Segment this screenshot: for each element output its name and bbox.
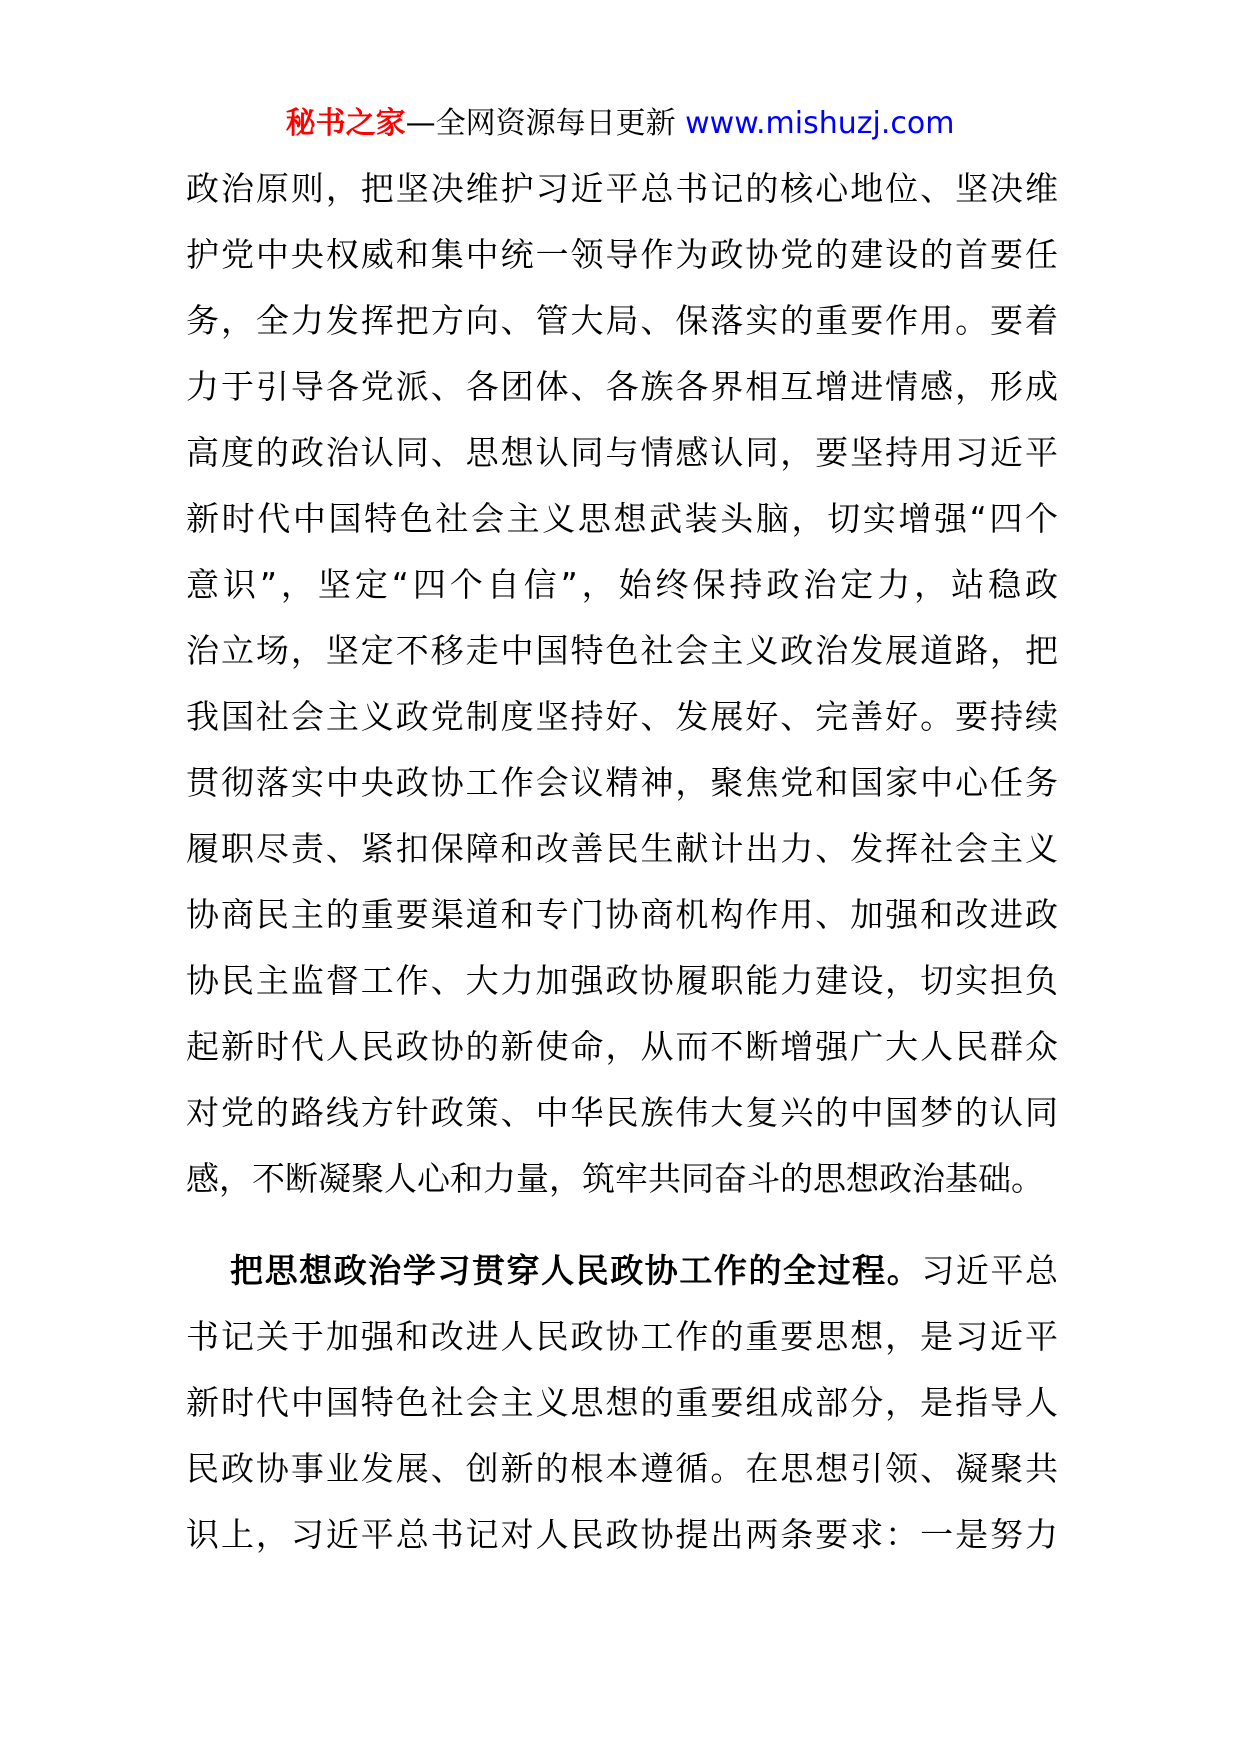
text-line: 新时代中国特色社会主义思想武装头脑，切实增强“四个 bbox=[186, 499, 1058, 538]
paragraph-spacer bbox=[186, 1212, 1058, 1238]
paragraph-lead-line bbox=[186, 1238, 1058, 1304]
header-tagline: —全网资源每日更新 bbox=[405, 106, 686, 141]
text-line: 民政协事业发展、创新的根本遵循。在思想引领、凝聚共 bbox=[186, 1449, 1058, 1488]
text-line: 政治原则，把坚决维护习近平总书记的核心地位、坚决维 bbox=[186, 169, 1058, 208]
text-line: 协商民主的重要渠道和专门协商机构作用、加强和改进政 bbox=[186, 895, 1058, 934]
paragraph-1 bbox=[186, 156, 1058, 1212]
text-line: 治立场，坚定不移走中国特色社会主义政治发展道路，把 bbox=[186, 631, 1058, 670]
text-line: 力于引导各党派、各团体、各族各界相互增进情感，形成 bbox=[186, 367, 1058, 406]
text-line: 识上，习近平总书记对人民政协提出两条要求：一是努力 bbox=[186, 1515, 1058, 1554]
text-line: 起新时代人民政协的新使命，从而不断增强广大人民群众 bbox=[186, 1027, 1058, 1066]
lead-line-text: 习近平总 bbox=[921, 1251, 1059, 1290]
document-body bbox=[186, 156, 1058, 1568]
text-line: 对党的路线方针政策、中华民族伟大复兴的中国梦的认同 bbox=[186, 1093, 1058, 1132]
paragraph-2 bbox=[186, 1238, 1058, 1568]
text-line: 务，全力发挥把方向、管大局、保落实的重要作用。要着 bbox=[186, 301, 1058, 340]
text-line: 协民主监督工作、大力加强政协履职能力建设，切实担负 bbox=[186, 961, 1058, 1000]
text-line: 书记关于加强和改进人民政协工作的重要思想，是习近平 bbox=[186, 1317, 1058, 1356]
text-line: 感，不断凝聚人心和力量，筑牢共同奋斗的思想政治基础。 bbox=[186, 1159, 1044, 1198]
header-brand: 秘书之家 bbox=[285, 106, 406, 141]
text-line: 我国社会主义政党制度坚持好、发展好、完善好。要持续 bbox=[186, 697, 1058, 736]
text-line: 新时代中国特色社会主义思想的重要组成部分，是指导人 bbox=[186, 1383, 1058, 1422]
paragraph-heading: 把思想政治学习贯穿人民政协工作的全过程。 bbox=[230, 1251, 922, 1290]
text-line: 高度的政治认同、思想认同与情感认同，要坚持用习近平 bbox=[186, 433, 1058, 472]
text-line: 贯彻落实中央政协工作会议精神，聚焦党和国家中心任务 bbox=[186, 763, 1058, 802]
text-line: 履职尽责、紧扣保障和改善民生献计出力、发挥社会主义 bbox=[186, 829, 1058, 868]
text-line: 意识”，坚定“四个自信”，始终保持政治定力，站稳政 bbox=[186, 565, 1058, 604]
page-header bbox=[0, 100, 1240, 148]
text-line: 护党中央权威和集中统一领导作为政协党的建设的首要任 bbox=[186, 235, 1058, 274]
header-url-link[interactable]: www.mishuzj.com bbox=[685, 106, 955, 141]
